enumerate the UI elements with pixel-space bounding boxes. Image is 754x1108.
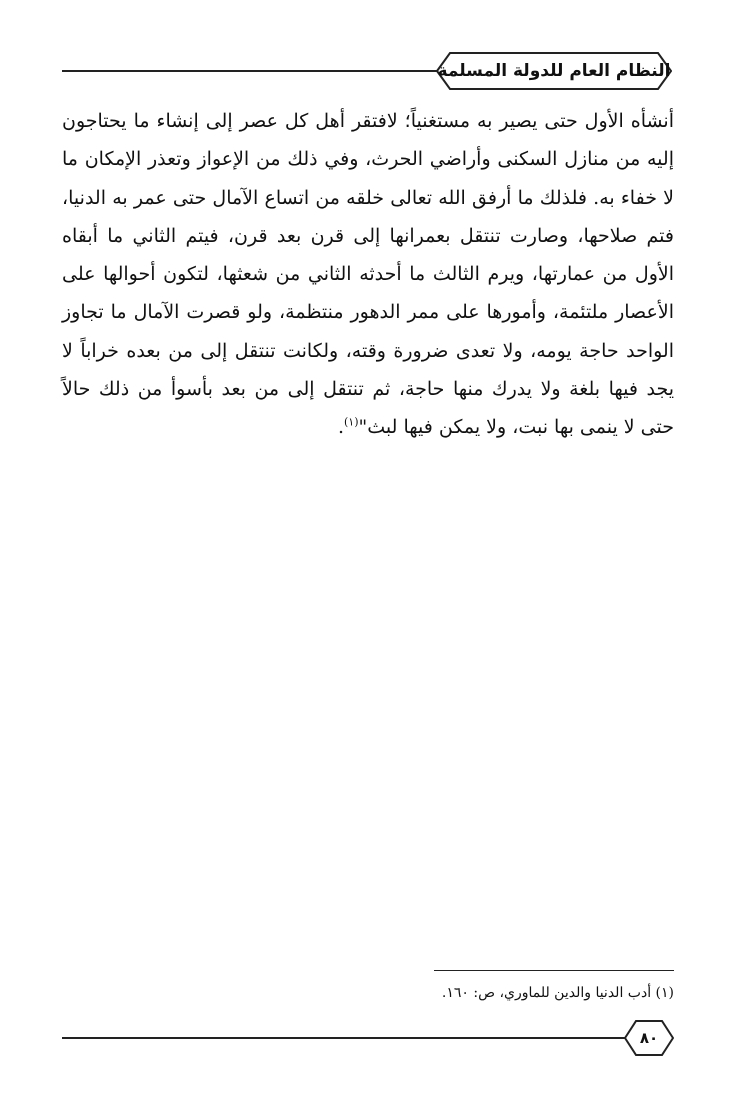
running-header-title: النظام العام للدولة المسلمة bbox=[437, 61, 671, 81]
footnote: (١) أدب الدنيا والدين للماوري، ص: ١٦٠. bbox=[441, 985, 674, 1001]
running-header bbox=[436, 52, 672, 90]
footnote-rule bbox=[434, 970, 674, 971]
body-text bbox=[62, 102, 674, 447]
end-punctuation: . bbox=[337, 416, 344, 439]
footer-rule bbox=[62, 1037, 628, 1039]
header-rule bbox=[62, 70, 442, 72]
page-number-badge bbox=[624, 1020, 674, 1056]
body-paragraph-text: أنشأه الأول حتى يصير به مستغنياً؛ لافتقر أهل كل عصر إلى إنشاء ما يحتاجون إليه من منازل السكنى وأراضي الحرث، وفي ذلك من الإعواز وتعذر الإمكان ما لا خفاء به. فلذلك ما أرفق الله تعالى خلقه من اتساع الآمال حتى عمر به الدنيا، فتم صلاحها، وصارت تنتقل بعمرانها إلى قرن بعد قرن، فيتم الثاني ما أبقاه الأول من عمارتها، ويرم الثالث ما أحدثه الثاني من شعثها، لتكون أحوالها على الأعصار ملتئمة، وأمورها على ممر الدهور منتظمة، ولو قصرت الآمال ما تجاوز الواحد حاجة يومه، ولا تعدى ضرورة وقته، ولكانت تنتقل إلى من بعده خراباً لا يجد فيها بلغة ولا يدرك منها حاجة، ثم تنتقل إلى من بعد بأسوأ من ذلك حالاً حتى لا ينمى بها نبت، ولا يمكن فيها لبث" bbox=[62, 110, 674, 439]
footnote-marker: (١) bbox=[344, 416, 359, 430]
page-number: ٨٠ bbox=[639, 1029, 659, 1047]
body-paragraph bbox=[62, 102, 674, 447]
